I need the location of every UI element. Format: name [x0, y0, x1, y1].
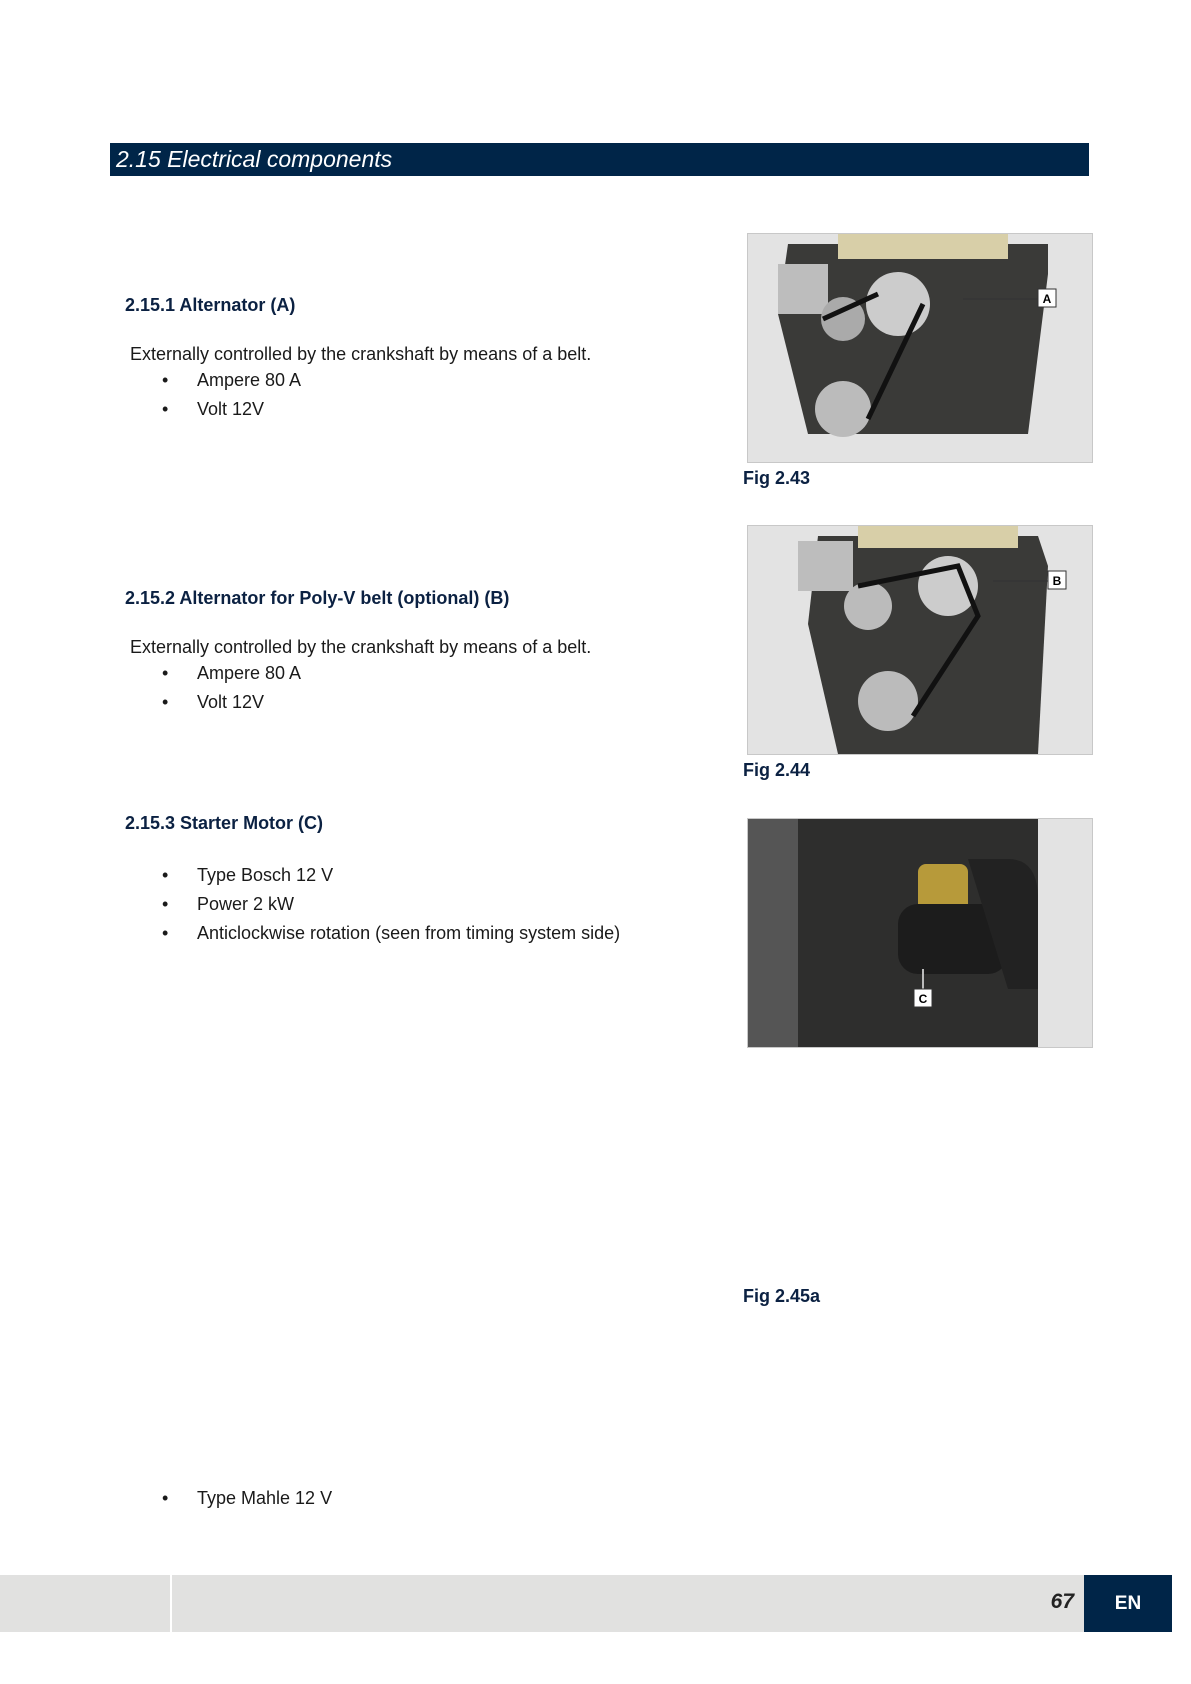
list-item: • Power 2 kW	[162, 894, 295, 914]
figure-alternator-b	[747, 525, 1093, 755]
list-item: • Anticlockwise rotation (seen from timing system side)	[162, 923, 621, 943]
svg-text:B: B	[1052, 574, 1062, 588]
page-number: 67	[1050, 1590, 1074, 1613]
subsection-heading: 2.15.3 Starter Motor (C)	[125, 813, 324, 833]
body-text: Externally controlled by the crankshaft by means of a belt.	[130, 637, 592, 657]
svg-text:A: A	[1042, 292, 1052, 306]
list-item: • Type Mahle 12 V	[162, 1488, 333, 1508]
section-title-bar	[110, 143, 1089, 176]
list-item: • Volt 12V	[162, 399, 265, 419]
figure-caption: Fig 2.45a	[743, 1286, 821, 1306]
list-item: • Ampere 80 A	[162, 370, 302, 390]
figure-caption: Fig 2.44	[743, 760, 811, 780]
list-item: • Ampere 80 A	[162, 663, 302, 683]
list-item: • Volt 12V	[162, 692, 265, 712]
figure-caption: Fig 2.43	[743, 468, 811, 488]
language-badge: EN	[1084, 1575, 1172, 1632]
footer-bar	[172, 1575, 1084, 1632]
subsection-heading: 2.15.2 Alternator for Poly-V belt (optional) (B)	[125, 588, 510, 608]
footer-left-block	[0, 1575, 170, 1632]
svg-text:C: C	[918, 992, 928, 1006]
section-title: 2.15 Electrical components	[116, 146, 393, 172]
subsection-heading: 2.15.1 Alternator (A)	[125, 295, 296, 315]
figure-alternator-a	[747, 233, 1093, 463]
figure-starter-motor-c	[747, 818, 1093, 1048]
body-text: Externally controlled by the crankshaft by means of a belt.	[130, 344, 592, 364]
list-item: • Type Bosch 12 V	[162, 865, 334, 885]
